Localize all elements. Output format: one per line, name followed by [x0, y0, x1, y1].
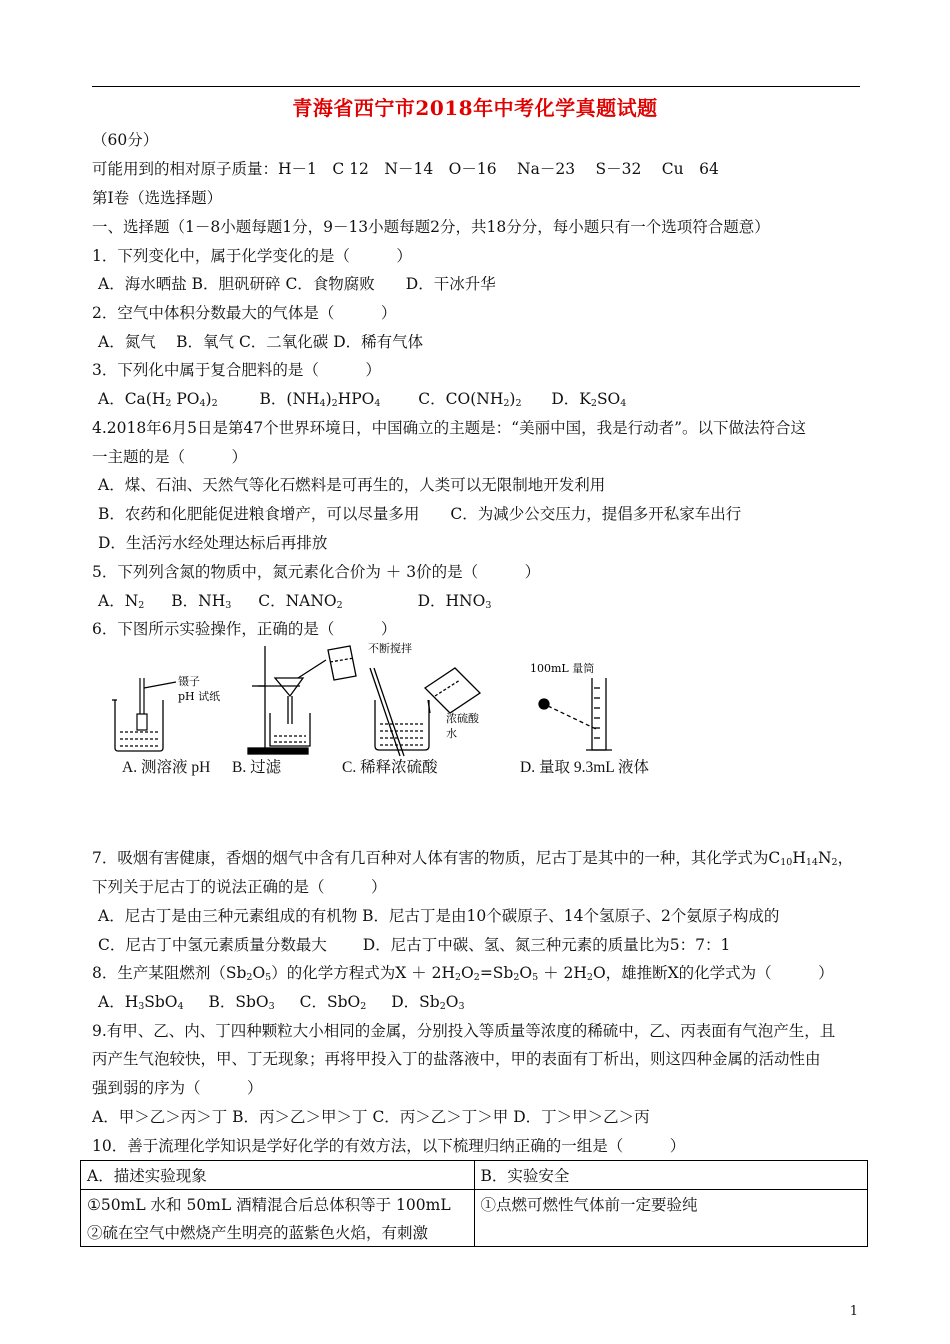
q9-stem-line1: 9.有甲、乙、内、丁四种颗粒大小相同的金属，分别投入等质量等浓度的稀硫中，乙、丙表面有气泡产生，且: [92, 1022, 836, 1040]
q7-options-ab: A．尼古丁是由三种元素组成的有机物 B．尼古丁是由10个碳原子、14个氢原子、2个氨原子构成的: [98, 907, 780, 925]
q9-stem-line3: 强到弱的序为（ ）: [92, 1079, 263, 1097]
q6-stem: 6．下图所示实验操作，正确的是（ ）: [92, 620, 397, 638]
q10-a1: ①50mL 水和 50mL 酒精混合后总体积等于 100mL: [87, 1196, 451, 1214]
label-water: 水: [446, 727, 457, 740]
q4-option-d: D．生活污水经处理达标后再排放: [98, 534, 328, 552]
label-tweezers: 镊子: [178, 675, 200, 688]
q10-cell-a: [81, 1190, 475, 1247]
q10-cell-b: [474, 1190, 868, 1247]
q3-stem: 3．下列化中属于复合肥料的是（ ）: [92, 361, 381, 379]
q1-stem: 1．下列变化中，属于化学变化的是（ ）: [92, 247, 412, 265]
q10-head-a: A．描述实验现象: [81, 1161, 475, 1190]
label-cylinder: 100mL 量筒: [530, 662, 595, 675]
q7-stem-line1: 7．吸烟有害健康，香烟的烟气中含有几百种对人体有害的物质，尼古丁是其中的一种，其化学式为$C_{10}H_{14}N_2$，: [92, 849, 854, 868]
label-stir: 不断搅拌: [368, 642, 412, 655]
q4-stem-line2: 一主题的是（ ）: [92, 448, 248, 466]
score: （60分）: [92, 131, 159, 149]
q10-stem: 10．善于流理化学知识是学好化学的有效方法，以下梳理归纳正确的一组是（ ）: [92, 1137, 686, 1155]
q10-table: [80, 1160, 868, 1247]
q4-option-bc: B．农药和化肥能促进粮食增产，可以尽量多用 C．为减少公交压力，提倡多开私家车出行: [98, 505, 742, 523]
label-acid: 浓硫酸: [446, 712, 479, 725]
label-ph-paper: pH 试纸: [178, 690, 221, 703]
q2-options: A．氮气 B．氧气 C．二氧化碳 D．稀有气体: [98, 333, 424, 351]
page-title: 青海省西宁市2018年中考化学真题试题: [292, 96, 658, 120]
q10-b1: ①点燃可燃性气体前一定要验纯: [480, 1196, 698, 1214]
q5-options: A．$N_2$ B．$NH_3$ C．$NANO_2$ D．$HNO_3$: [98, 592, 492, 611]
header-rule: [92, 86, 860, 87]
tweezers: [137, 678, 176, 730]
q1-options: A．海水晒盐 B．胆矾研碎 C．食物腐败 D．干冰升华: [98, 275, 496, 293]
q9-options: A．甲＞乙＞丙＞丁 B．丙＞乙＞甲＞丁 C．丙＞乙＞丁＞甲 D．丁＞甲＞乙＞丙: [92, 1108, 650, 1126]
caption-a: A. 测溶液 pH: [122, 759, 211, 776]
q8-stem: 8．生产某阻燃剂$(Sb_2O_5)$的化学方程式为$X + 2H_2O_2=Sb_2O_5 + 2H_2O$，雄推断X的化学式为（ ）: [92, 964, 834, 983]
filtration-setup: [248, 646, 356, 754]
q10-a2: ②硫在空气中燃烧产生明亮的蓝紫色火焰，有刺激: [87, 1224, 429, 1242]
q4-stem-line1: 4.2018年6月5日是第47个世界环境日，中国确立的主题是：“美丽中国，我是行动者”。以下做法符合这: [92, 419, 807, 437]
q2-stem: 2．空气中体积分数最大的气体是（ ）: [92, 304, 397, 322]
q4-option-a: A．煤、石油、天然气等化石燃料是可再生的，人类可以无限制地开发利用: [98, 476, 606, 494]
q8-options: A．$H_3SbO_4$ B．SbO$_3$ C．SbO$_2$ D．$Sb_2O_3$: [98, 993, 465, 1012]
q5-stem: 5．下列列含氮的物质中，氮元素化合价为 ＋ 3价的是（ ）: [92, 563, 541, 581]
page-number: 1: [849, 1304, 858, 1319]
part-heading: 第Ⅰ卷（选选择题）: [92, 189, 223, 207]
caption-c: C. 稀释浓硫酸: [342, 759, 438, 776]
atomic-mass: 可能用到的相对原子质量：H－1 C 12 N－14 O－16 Na－23 S－32 Cu 64: [92, 160, 719, 178]
q3-options: A．$Ca(H_2$ $PO_4)_2$ B．$(NH_4)_2HPO_4$ C．$CO(NH_2)_2$ D．$K_2SO_4$: [98, 390, 627, 409]
section-heading: 一、选择题（1－8小题每题1分，9－13小题每题2分，共18分分，每小题只有一个选项符合题意）: [92, 218, 770, 236]
q7-options-cd: C．尼古丁中氢元素质量分数最大 D．尼古丁中碳、氢、氮三种元素的质量比为5：7：1: [98, 936, 731, 954]
q7-stem-line2: 下列关于尼古丁的说法正确的是（ ）: [92, 878, 387, 896]
q10-head-b: B．实验安全: [474, 1161, 868, 1190]
q9-stem-line2: 丙产生气泡较快，甲、丁无现象；再将甲投入丁的盐落液中，甲的表面有丁析出，则这四种金属的活动性由: [92, 1050, 821, 1068]
caption-d: D. 量取 9.3mL 液体: [520, 759, 650, 776]
caption-b: B. 过滤: [232, 759, 282, 776]
cylinder-setup: [539, 678, 612, 750]
